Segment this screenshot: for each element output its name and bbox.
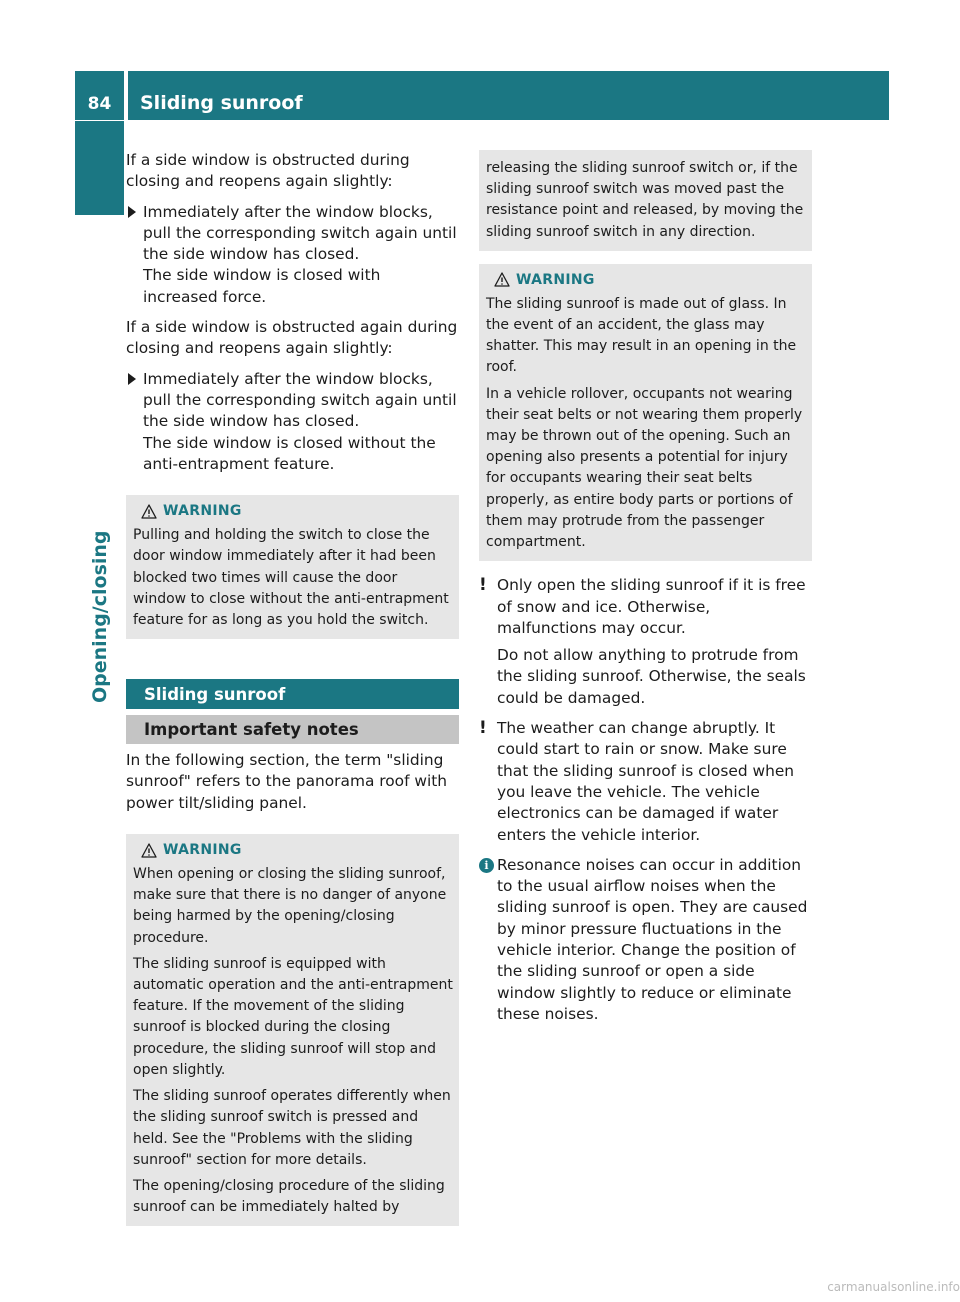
note-text: Resonance noises can occur in addition to the usual airflow noises when the sliding sunroof is open. They are caused by minor pressure fluctuations in the vehicle interior. Change the position of the sliding sunroof or open a side window slightly to reduce or eliminate these noises. — [497, 855, 808, 1023]
page-number: 84 — [75, 71, 124, 120]
arrow-right-icon — [128, 373, 136, 385]
warning-box — [479, 264, 812, 561]
warning-text: releasing the sliding sunroof switch or, if the sliding sunroof switch was moved past the resistance point and released, by moving the sliding sunroof switch in any direction. — [486, 160, 804, 240]
exclamation-icon: ! — [479, 575, 487, 596]
exclamation-icon: ! — [479, 718, 487, 739]
paragraph: If a side window is obstructed again during closing and reopens again slightly: — [126, 318, 458, 358]
right-column — [479, 150, 812, 1034]
warning-triangle-icon — [494, 272, 510, 287]
side-chapter-label — [88, 124, 112, 724]
subsection-heading: Important safety notes — [126, 715, 459, 744]
warning-title: WARNING — [163, 842, 242, 859]
caution-note — [479, 718, 812, 846]
step-result: The side window is closed with increased force. — [143, 266, 381, 306]
page-header — [75, 71, 889, 120]
side-chapter-text: Opening/closing — [89, 530, 111, 703]
warning-triangle-icon — [141, 843, 157, 858]
header-section-title: Sliding sunroof — [128, 71, 889, 120]
warning-box — [126, 495, 459, 639]
step-item — [126, 369, 459, 475]
warning-text: The sliding sunroof is made out of glass. In the event of an accident, the glass may shatter. This may result in an opening in the roof. — [486, 295, 797, 376]
warning-header — [141, 842, 453, 858]
step-item — [126, 202, 459, 308]
warning-box-continued — [479, 150, 812, 251]
step-text: Immediately after the window blocks, pull the corresponding switch again until the side window has closed. — [143, 369, 457, 431]
warning-header — [141, 503, 453, 519]
warning-text: When opening or closing the sliding sunroof, make sure that there is no danger of anyone being harmed by the opening/closing procedure. — [133, 866, 447, 946]
step-result: The side window is closed without the anti-entrapment feature. — [143, 433, 436, 473]
left-column — [126, 150, 459, 1236]
paragraph: In the following section, the term "sliding sunroof" refers to the panorama roof with power tilt/sliding panel. — [126, 751, 448, 812]
info-icon: i — [479, 858, 494, 873]
section-heading: Sliding sunroof — [126, 679, 459, 709]
arrow-right-icon — [128, 206, 136, 218]
paragraph: If a side window is obstructed during closing and reopens again slightly: — [126, 151, 410, 191]
caution-note — [479, 575, 812, 709]
watermark: carmanualsonline.info — [827, 1280, 960, 1294]
note-text: Only open the sliding sunroof if it is free of snow and ice. Otherwise, malfunctions may occur. — [497, 576, 806, 637]
warning-text: The sliding sunroof operates differently when the sliding sunroof switch is pressed and held. See the "Problems with the sliding sunroof" section for more details. — [133, 1088, 451, 1168]
warning-text: The opening/closing procedure of the sliding sunroof can be immediately halted by — [133, 1177, 445, 1216]
warning-text: The sliding sunroof is equipped with automatic operation and the anti-entrapment feature. If the movement of the sliding sunroof is blocked during the closing procedure, the sliding sunroof will stop and open slightly. — [133, 955, 453, 1078]
warning-text: In a vehicle rollover, occupants not wearing their seat belts or not wearing them properly may be thrown out of the opening. Such an opening also presents a potential for injury for occupants wearing their seat belts properly, as entire body parts or portions of them may protrude from the passenger compartment. — [486, 385, 803, 551]
warning-box — [126, 834, 459, 1226]
warning-text: Pulling and holding the switch to close the door window immediately after it had been blocked two times will cause the door window to close without the anti-entrapment feature for as long as you hold the switch. — [133, 527, 449, 628]
warning-title: WARNING — [163, 503, 242, 520]
note-text: Do not allow anything to protrude from the sliding sunroof. Otherwise, the seals could be damaged. — [497, 646, 806, 707]
warning-header — [494, 272, 806, 288]
warning-title: WARNING — [516, 271, 595, 288]
warning-triangle-icon — [141, 504, 157, 519]
info-note — [479, 855, 812, 1025]
step-text: Immediately after the window blocks, pull the corresponding switch again until the side window has closed. — [143, 202, 457, 264]
note-text: The weather can change abruptly. It could start to rain or snow. Make sure that the sliding sunroof is closed when you leave the vehicle. The vehicle electronics can be damaged if water enters the vehicle interior. — [497, 719, 795, 844]
